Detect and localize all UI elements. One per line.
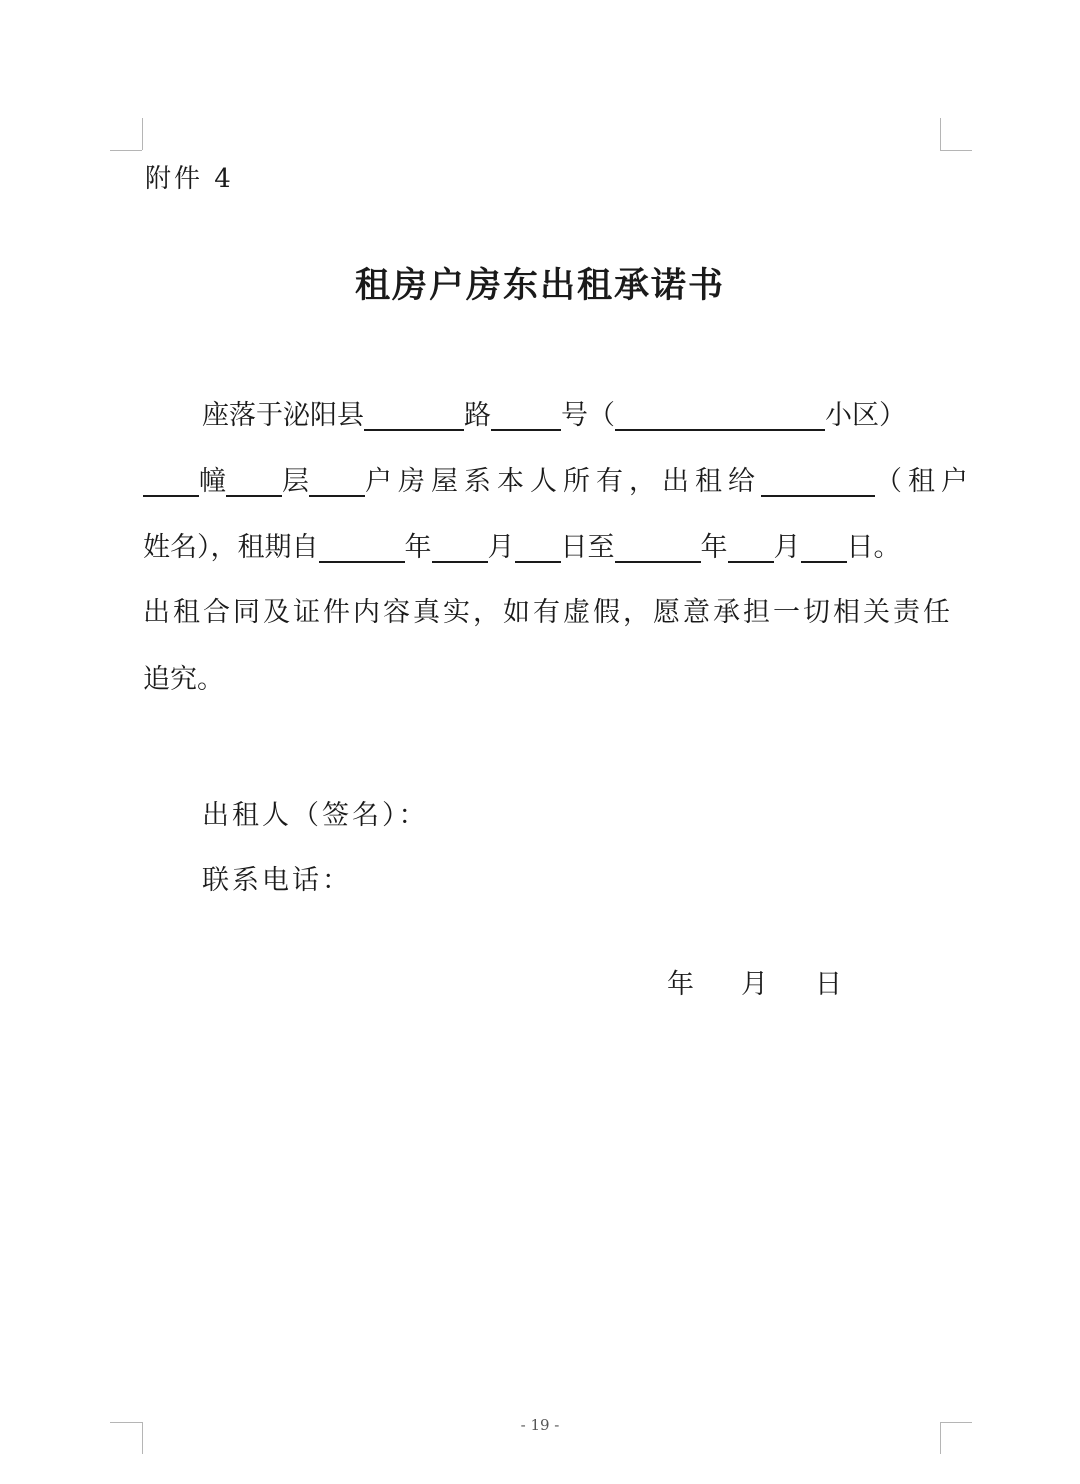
sign-year-label: 年 bbox=[667, 969, 694, 1000]
start-day-blank bbox=[515, 531, 561, 563]
document-title: 租房户房东出租承诺书 bbox=[354, 266, 725, 306]
floor-label: 层 bbox=[282, 466, 309, 497]
start-year-label: 年 bbox=[404, 532, 432, 563]
tenant-blank bbox=[761, 465, 875, 497]
start-year-blank bbox=[319, 531, 405, 563]
end-day-blank bbox=[801, 531, 847, 563]
end-month-label: 月 bbox=[773, 532, 801, 563]
number-blank bbox=[491, 399, 561, 431]
number-label: 号（ bbox=[561, 400, 615, 431]
road-label: 路 bbox=[464, 400, 491, 431]
address-prefix: 座落于泌阳县 bbox=[202, 400, 364, 431]
body-line-4: 出租合同及证件内容真实，如有虚假，愿意承担一切相关责任 bbox=[143, 597, 953, 628]
start-month-blank bbox=[432, 531, 488, 563]
body-line-3 bbox=[143, 528, 901, 568]
floor-blank bbox=[226, 465, 282, 497]
unit-blank bbox=[309, 465, 365, 497]
ownership-text: 户房屋系本人所有，出租给 bbox=[365, 466, 761, 497]
lessor-signature-label: 出租人（签名）： bbox=[202, 800, 429, 831]
community-blank bbox=[615, 399, 825, 431]
end-year-blank bbox=[615, 531, 701, 563]
start-day-label: 日至 bbox=[560, 532, 615, 563]
phone-label: 联系电话： bbox=[202, 865, 352, 896]
body-line-2 bbox=[143, 462, 974, 502]
end-day-label: 日。 bbox=[846, 532, 901, 563]
term-label: 姓名），租期自 bbox=[143, 532, 319, 563]
attachment-label: 附件 4 bbox=[145, 164, 234, 194]
building-label: 幢 bbox=[199, 466, 226, 497]
body-line-5: 追究。 bbox=[143, 664, 224, 695]
road-blank bbox=[364, 399, 464, 431]
end-month-blank bbox=[728, 531, 774, 563]
community-label: 小区） bbox=[825, 400, 906, 431]
body-line-1 bbox=[202, 396, 906, 436]
page-number: - 19 - bbox=[520, 1416, 560, 1434]
sign-day-label: 日 bbox=[815, 969, 842, 1000]
start-month-label: 月 bbox=[487, 532, 515, 563]
building-blank bbox=[143, 465, 199, 497]
tenant-label: （租户 bbox=[875, 466, 974, 497]
end-year-label: 年 bbox=[700, 532, 728, 563]
sign-month-label: 月 bbox=[741, 969, 768, 1000]
